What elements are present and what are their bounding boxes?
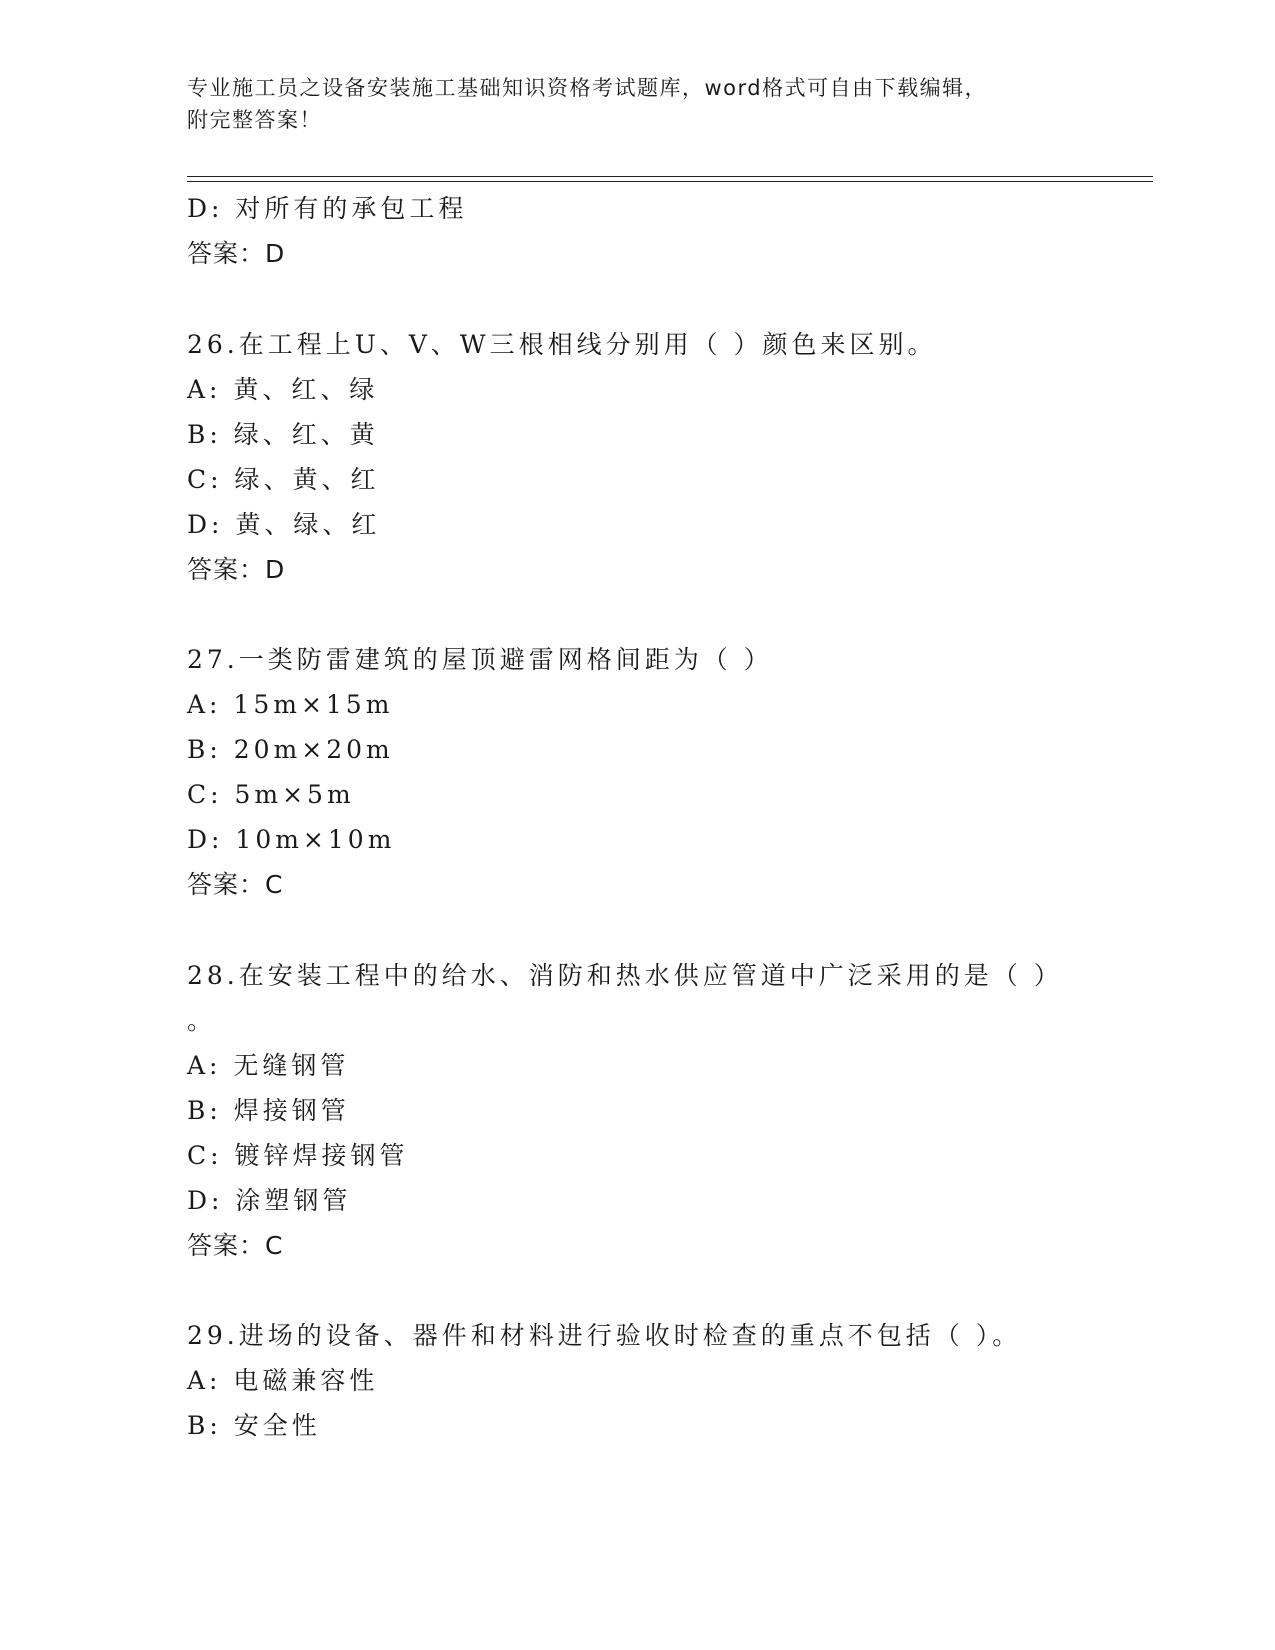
option-d: D: 黄、绿、红	[187, 510, 381, 539]
header-divider-bottom	[187, 181, 1153, 182]
option-b: B: 绿、红、黄	[187, 420, 379, 449]
option-b: B: 焊接钢管	[187, 1096, 350, 1125]
question-26: 26.在工程上U、V、W三根相线分别用（ ）颜色来区别。	[187, 330, 937, 359]
question-29: 29.进场的设备、器件和材料进行验收时检查的重点不包括（ ）。	[187, 1321, 1022, 1350]
option-c: C: 镀锌焊接钢管	[187, 1141, 409, 1170]
header-line-2: 附完整答案！	[187, 108, 322, 132]
header-divider-top	[187, 176, 1153, 177]
option-b: B: 安全性	[187, 1411, 321, 1440]
question-28-continuation: 。	[187, 1006, 217, 1035]
answer: 答案：C	[187, 870, 284, 899]
question-28: 28.在安装工程中的给水、消防和热水供应管道中广泛采用的是（ ）	[187, 961, 1063, 990]
document-header	[187, 72, 1067, 136]
option-d: D: 10m×10m	[187, 825, 396, 854]
option-a: A: 无缝钢管	[187, 1051, 350, 1080]
option-d: D: 对所有的承包工程	[187, 194, 468, 223]
option-d: D: 涂塑钢管	[187, 1186, 352, 1215]
option-a: A: 电磁兼容性	[187, 1366, 379, 1395]
answer: 答案：D	[187, 239, 286, 268]
option-a: A: 15m×15m	[187, 690, 394, 719]
answer: 答案：C	[187, 1231, 284, 1260]
option-a: A: 黄、红、绿	[187, 375, 379, 404]
option-c: C: 5m×5m	[187, 780, 355, 809]
option-c: C: 绿、黄、红	[187, 465, 380, 494]
question-27: 27.一类防雷建筑的屋顶避雷网格间距为（ ）	[187, 645, 773, 674]
option-b: B: 20m×20m	[187, 735, 394, 764]
answer: 答案：D	[187, 555, 286, 584]
header-line-1: 专业施工员之设备安装施工基础知识资格考试题库，word格式可自由下载编辑，	[187, 76, 988, 100]
